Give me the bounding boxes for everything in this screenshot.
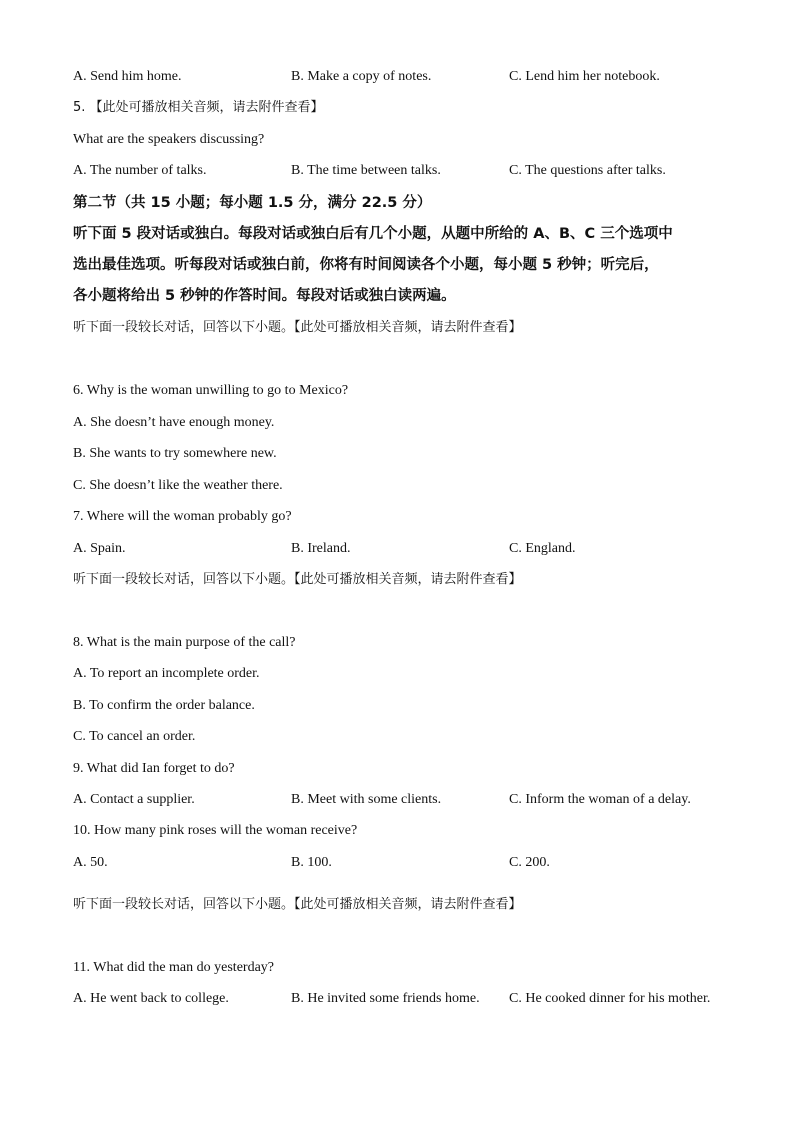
q6-option-b: B. She wants to try somewhere new. (73, 446, 277, 461)
q5-question: What are the speakers discussing? (73, 132, 265, 147)
q4-option-b: B. Make a copy of notes. (291, 69, 432, 84)
section2-instruction-line-2: 选出最佳选项。听每段对话或独白前，你将有时间阅读各个小题，每小题 5 秒钟；听完后， (73, 257, 659, 273)
q7-option-a: A. Spain. (73, 541, 126, 556)
q11-option-c: C. He cooked dinner for his mother. (509, 991, 711, 1006)
q9-option-a: A. Contact a supplier. (73, 792, 195, 807)
q8-question: 8. What is the main purpose of the call? (73, 635, 296, 650)
section2-heading: 第二节（共 15 小题；每小题 1.5 分，满分 22.5 分） (73, 195, 432, 211)
q9-question: 9. What did Ian forget to do? (73, 761, 235, 776)
q10-option-a: A. 50. (73, 855, 108, 870)
q5-option-c: C. The questions after talks. (509, 163, 666, 178)
q10-option-b: B. 100. (291, 855, 332, 870)
section2-instruction-line-1: 听下面 5 段对话或独白。每段对话或独白后有几个小题，从题中所给的 A、B、C 三个选项中 (73, 226, 673, 242)
section2-instruction-line-3: 各小题将给出 5 秒钟的作答时间。每段对话或独白读两遍。 (73, 288, 456, 304)
q6-question: 6. Why is the woman unwilling to go to Mexico? (73, 383, 349, 398)
q10-question: 10. How many pink roses will the woman receive? (73, 823, 358, 838)
q7-option-b: B. Ireland. (291, 541, 351, 556)
q4-option-a: A. Send him home. (73, 69, 182, 84)
q8-option-a: A. To report an incomplete order. (73, 666, 260, 681)
q9-option-b: B. Meet with some clients. (291, 792, 442, 807)
q8-option-c: C. To cancel an order. (73, 729, 196, 744)
q4-option-c: C. Lend him her notebook. (509, 69, 660, 84)
q11-option-a: A. He went back to college. (73, 991, 229, 1006)
q7-option-c: C. England. (509, 541, 576, 556)
q5-option-b: B. The time between talks. (291, 163, 441, 178)
group1-audio-note: 听下面一段较长对话，回答以下小题。【此处可播放相关音频，请去附件查看】 (73, 320, 522, 335)
q6-option-a: A. She doesn’t have enough money. (73, 415, 275, 430)
q5-audio-note: 5. 【此处可播放相关音频，请去附件查看】 (73, 100, 324, 115)
group3-audio-note: 听下面一段较长对话，回答以下小题。【此处可播放相关音频，请去附件查看】 (73, 897, 522, 912)
q5-option-a: A. The number of talks. (73, 163, 207, 178)
group2-audio-note: 听下面一段较长对话，回答以下小题。【此处可播放相关音频，请去附件查看】 (73, 572, 522, 587)
q8-option-b: B. To confirm the order balance. (73, 698, 255, 713)
q6-option-c: C. She doesn’t like the weather there. (73, 478, 283, 493)
q11-option-b: B. He invited some friends home. (291, 991, 480, 1006)
q7-question: 7. Where will the woman probably go? (73, 509, 292, 524)
q10-option-c: C. 200. (509, 855, 550, 870)
q11-question: 11. What did the man do yesterday? (73, 960, 274, 975)
q9-option-c: C. Inform the woman of a delay. (509, 792, 691, 807)
